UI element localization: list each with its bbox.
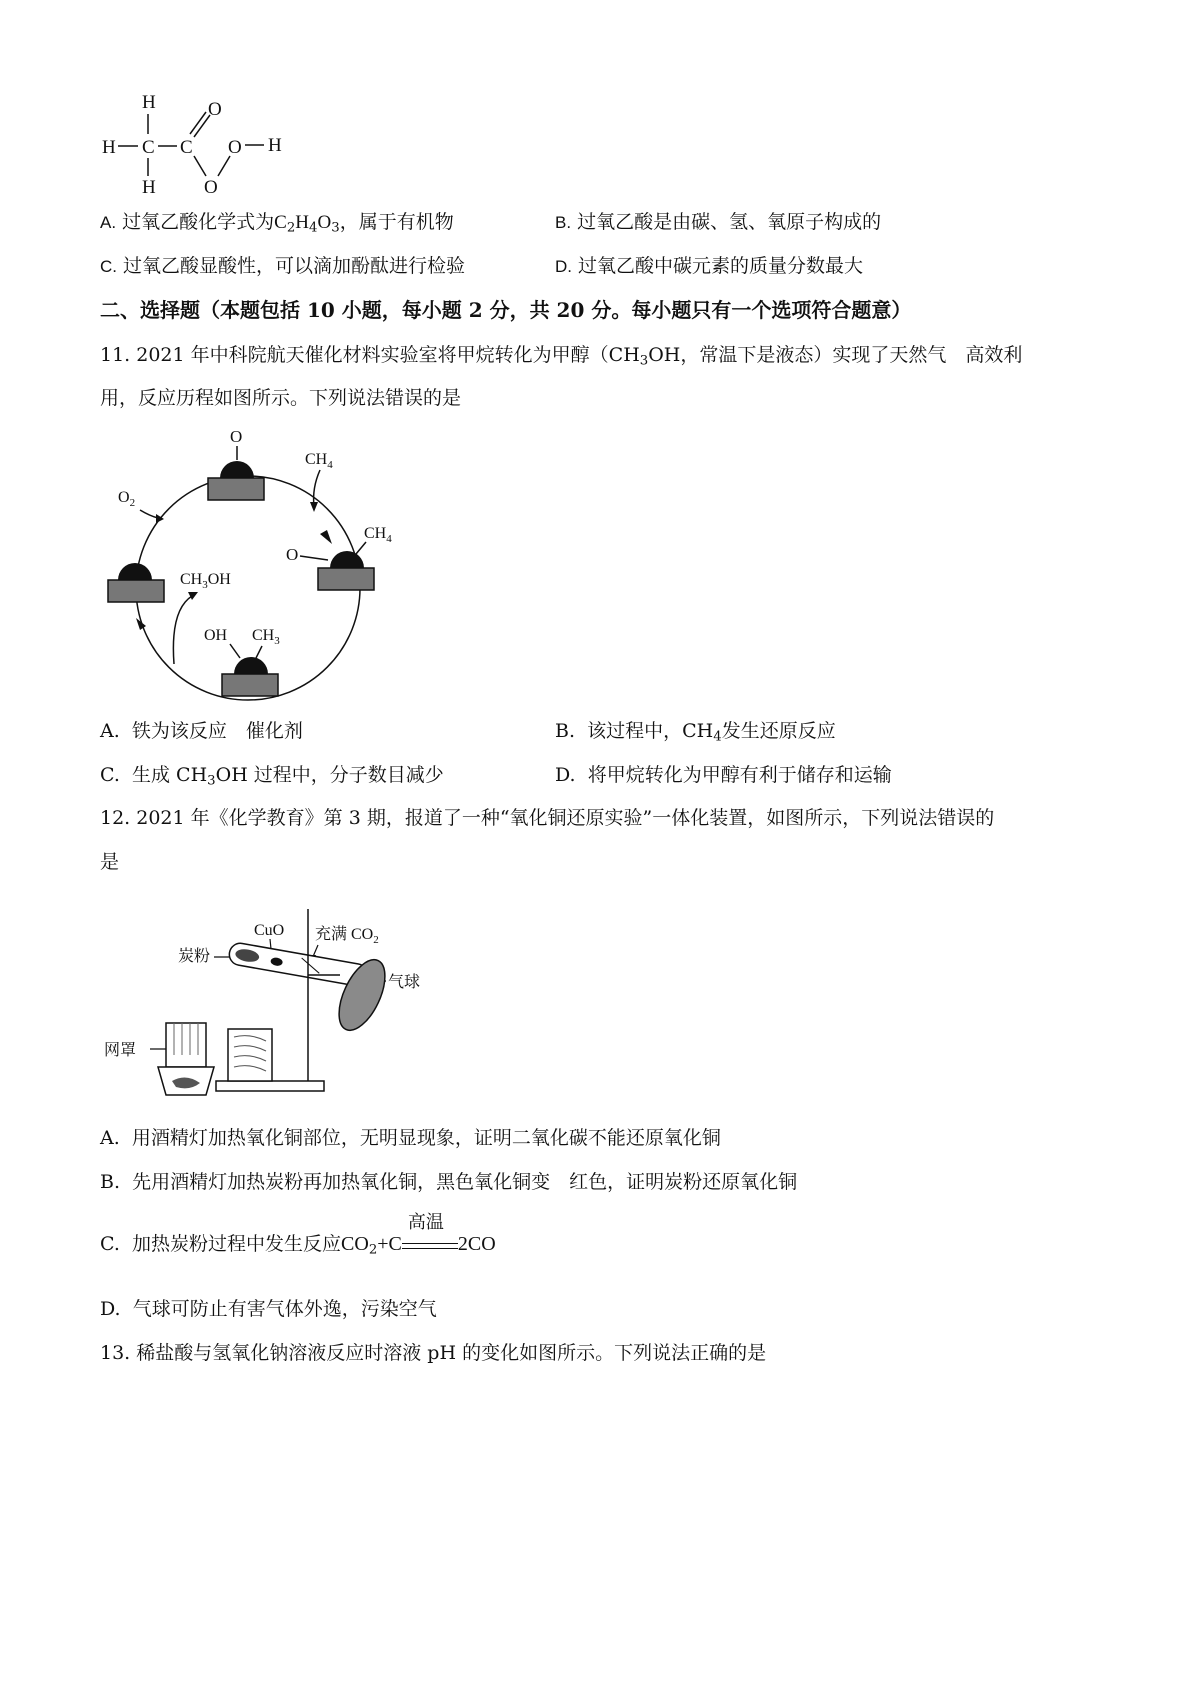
q11-option-b[interactable]: B. 该过程中，$CH_4$发生还原反应 xyxy=(555,720,836,745)
label-gauze: 网罩 xyxy=(104,1042,137,1059)
label-oh: OH xyxy=(204,627,228,644)
q11-option-a[interactable]: A. 铁为该反应 催化剂 xyxy=(100,720,303,742)
q12-apparatus-figure xyxy=(100,905,440,1100)
label-cuo: CuO xyxy=(254,922,285,939)
wood-block xyxy=(228,1029,272,1081)
q12-option-d[interactable]: D. 气球可防止有害气体外逸，污染空气 xyxy=(100,1298,437,1320)
label-ch4-in: $CH_4$ xyxy=(305,451,333,471)
atom-c1: C xyxy=(142,137,155,158)
peracetic-acid-structure xyxy=(100,90,300,205)
catalyst-left xyxy=(108,563,164,602)
label-o2-in: $O_2$ xyxy=(118,489,136,509)
q11-stem-line1: 11. 2021 年中科院航天催化材料实验室将甲烷转化为甲醇（$CH_3OH$，常温下是液态）实现了天然气 高效利 xyxy=(100,344,1023,369)
atom-h-right: H xyxy=(268,135,282,156)
q12-option-c[interactable]: C. 加热炭粉过程中发生反应$CO_2+C$ 高温 2CO xyxy=(100,1212,496,1258)
label-ch3oh-out: $CH_3OH$ xyxy=(180,571,231,591)
label-o-top: O xyxy=(230,427,243,446)
atom-h-bottom: H xyxy=(142,177,156,198)
atom-o-bottom: O xyxy=(204,177,218,198)
atom-o-top: O xyxy=(208,99,222,120)
q10-option-b[interactable]: B. 过氧乙酸是由碳、氢、氧原子构成的 xyxy=(555,211,882,233)
q11-option-d[interactable]: D. 将甲烷转化为甲醇有利于储存和运输 xyxy=(555,764,892,786)
q11-reaction-cycle-figure xyxy=(100,420,420,710)
label-ch3: $CH_3$ xyxy=(252,627,280,647)
reaction-condition: 高温 xyxy=(402,1233,458,1257)
catalyst-right xyxy=(318,551,374,590)
label-ch4-adsorbed: $CH_4$ xyxy=(364,525,392,545)
q12-option-a[interactable]: A. 用酒精灯加热氧化铜部位，无明显现象，证明二氧化碳不能还原氧化铜 xyxy=(100,1127,721,1149)
label-o-right: O xyxy=(286,545,299,564)
catalyst-top xyxy=(208,461,264,500)
q12-stem-line2: 是 xyxy=(100,851,120,873)
label-carbon-powder: 炭粉 xyxy=(178,948,211,965)
q10-option-c[interactable]: C. 过氧乙酸显酸性，可以滴加酚酞进行检验 xyxy=(100,255,466,277)
atom-o-right: O xyxy=(228,137,242,158)
catalyst-bottom xyxy=(222,657,278,696)
arrow-head-2 xyxy=(320,530,332,544)
alcohol-lamp xyxy=(158,1023,214,1095)
atom-h-left: H xyxy=(102,137,116,158)
q11-stem-line2: 用，反应历程如图所示。下列说法错误的是 xyxy=(100,387,462,409)
q12-stem-line1: 12. 2021 年《化学教育》第 3 期，报道了一种“氧化铜还原实验”一体化装置，如图所示，下列说法错误的 xyxy=(100,807,995,829)
q10-option-a[interactable]: A. 过氧乙酸化学式为$C_2H_4O_3$，属于有机物 xyxy=(100,211,454,236)
q10-option-d[interactable]: D. 过氧乙酸中碳元素的质量分数最大 xyxy=(555,255,864,277)
atom-c2: C xyxy=(180,137,193,158)
test-tube xyxy=(228,942,370,988)
atom-h-top: H xyxy=(142,92,156,113)
q11-option-c[interactable]: C. 生成 $CH_3OH$ 过程中，分子数目减少 xyxy=(100,764,444,789)
section-heading: 二、选择题（本题包括 10 小题，每小题 2 分，共 20 分。每小题只有一个选项符合题意） xyxy=(100,298,912,322)
label-filled-co2: 充满 $CO_2$ xyxy=(315,926,379,946)
q13-stem-line1: 13. 稀盐酸与氢氧化钠溶液反应时溶液 pH 的变化如图所示。下列说法正确的是 xyxy=(100,1342,767,1364)
label-balloon: 气球 xyxy=(388,974,421,991)
q12-option-b[interactable]: B. 先用酒精灯加热炭粉再加热氧化铜，黑色氧化铜变 红色，证明炭粉还原氧化铜 xyxy=(100,1171,798,1193)
